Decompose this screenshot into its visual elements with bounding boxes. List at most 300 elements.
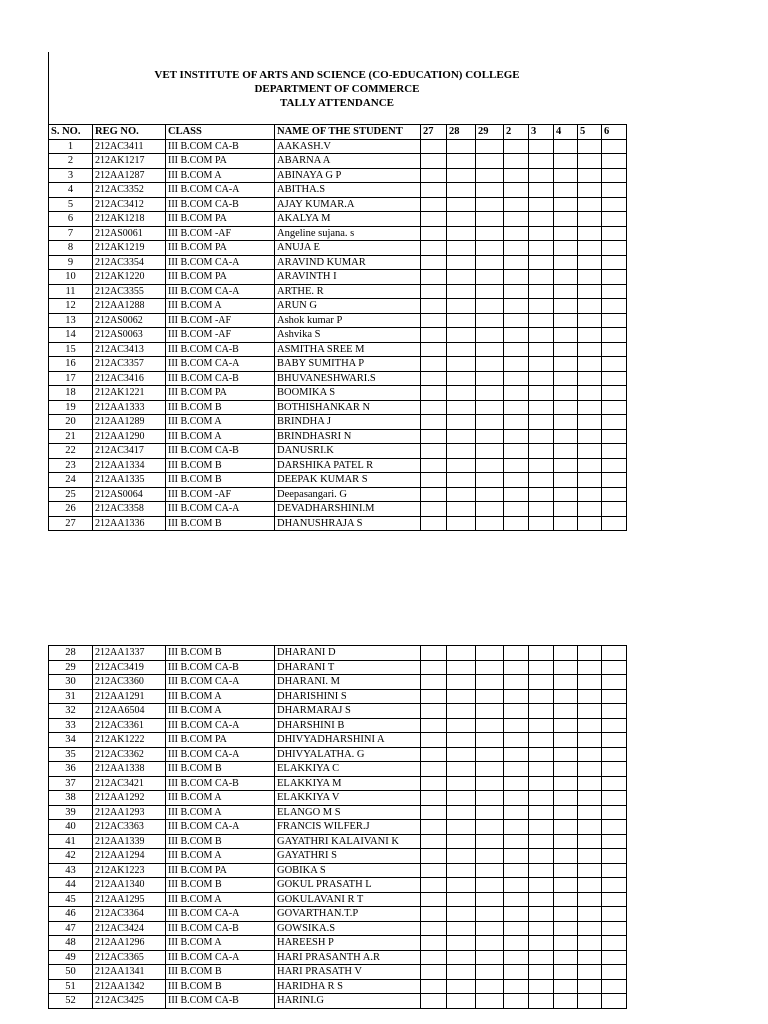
attendance-cell[interactable]: [476, 255, 504, 270]
attendance-cell[interactable]: [421, 444, 447, 459]
attendance-cell[interactable]: [476, 473, 504, 488]
attendance-cell[interactable]: [554, 747, 578, 762]
attendance-cell[interactable]: [578, 270, 602, 285]
attendance-cell[interactable]: [504, 878, 529, 893]
attendance-cell[interactable]: [421, 762, 447, 777]
attendance-cell[interactable]: [578, 747, 602, 762]
attendance-cell[interactable]: [476, 965, 504, 980]
attendance-cell[interactable]: [602, 805, 627, 820]
attendance-cell[interactable]: [602, 834, 627, 849]
attendance-cell[interactable]: [504, 834, 529, 849]
attendance-cell[interactable]: [421, 965, 447, 980]
attendance-cell[interactable]: [602, 197, 627, 212]
attendance-cell[interactable]: [529, 921, 554, 936]
attendance-cell[interactable]: [578, 284, 602, 299]
attendance-cell[interactable]: [447, 371, 476, 386]
attendance-cell[interactable]: [476, 458, 504, 473]
attendance-cell[interactable]: [602, 241, 627, 256]
attendance-cell[interactable]: [476, 313, 504, 328]
attendance-cell[interactable]: [602, 950, 627, 965]
attendance-cell[interactable]: [554, 212, 578, 227]
attendance-cell[interactable]: [578, 863, 602, 878]
attendance-cell[interactable]: [554, 197, 578, 212]
attendance-cell[interactable]: [578, 487, 602, 502]
attendance-cell[interactable]: [504, 762, 529, 777]
attendance-cell[interactable]: [578, 791, 602, 806]
attendance-cell[interactable]: [602, 718, 627, 733]
attendance-cell[interactable]: [504, 284, 529, 299]
attendance-cell[interactable]: [447, 863, 476, 878]
attendance-cell[interactable]: [504, 473, 529, 488]
attendance-cell[interactable]: [578, 675, 602, 690]
attendance-cell[interactable]: [602, 689, 627, 704]
attendance-cell[interactable]: [476, 776, 504, 791]
attendance-cell[interactable]: [529, 660, 554, 675]
attendance-cell[interactable]: [476, 820, 504, 835]
attendance-cell[interactable]: [421, 950, 447, 965]
attendance-cell[interactable]: [476, 675, 504, 690]
attendance-cell[interactable]: [554, 878, 578, 893]
attendance-cell[interactable]: [529, 342, 554, 357]
attendance-cell[interactable]: [476, 241, 504, 256]
attendance-cell[interactable]: [602, 415, 627, 430]
attendance-cell[interactable]: [504, 415, 529, 430]
attendance-cell[interactable]: [602, 473, 627, 488]
attendance-cell[interactable]: [554, 139, 578, 154]
attendance-cell[interactable]: [578, 646, 602, 661]
attendance-cell[interactable]: [476, 863, 504, 878]
attendance-cell[interactable]: [476, 747, 504, 762]
attendance-cell[interactable]: [476, 936, 504, 951]
attendance-cell[interactable]: [447, 646, 476, 661]
attendance-cell[interactable]: [578, 950, 602, 965]
attendance-cell[interactable]: [421, 429, 447, 444]
attendance-cell[interactable]: [476, 907, 504, 922]
attendance-cell[interactable]: [476, 646, 504, 661]
attendance-cell[interactable]: [447, 718, 476, 733]
attendance-cell[interactable]: [554, 328, 578, 343]
attendance-cell[interactable]: [504, 429, 529, 444]
attendance-cell[interactable]: [476, 660, 504, 675]
attendance-cell[interactable]: [529, 834, 554, 849]
attendance-cell[interactable]: [578, 689, 602, 704]
attendance-cell[interactable]: [602, 675, 627, 690]
attendance-cell[interactable]: [476, 444, 504, 459]
attendance-cell[interactable]: [529, 154, 554, 169]
attendance-cell[interactable]: [447, 212, 476, 227]
attendance-cell[interactable]: [476, 183, 504, 198]
attendance-cell[interactable]: [602, 849, 627, 864]
attendance-cell[interactable]: [578, 878, 602, 893]
attendance-cell[interactable]: [602, 487, 627, 502]
attendance-cell[interactable]: [476, 892, 504, 907]
attendance-cell[interactable]: [529, 805, 554, 820]
attendance-cell[interactable]: [504, 675, 529, 690]
attendance-cell[interactable]: [529, 878, 554, 893]
attendance-cell[interactable]: [421, 994, 447, 1009]
attendance-cell[interactable]: [504, 139, 529, 154]
attendance-cell[interactable]: [476, 704, 504, 719]
attendance-cell[interactable]: [447, 965, 476, 980]
attendance-cell[interactable]: [554, 965, 578, 980]
attendance-cell[interactable]: [602, 458, 627, 473]
attendance-cell[interactable]: [447, 444, 476, 459]
attendance-cell[interactable]: [602, 979, 627, 994]
attendance-cell[interactable]: [504, 183, 529, 198]
attendance-cell[interactable]: [578, 299, 602, 314]
attendance-cell[interactable]: [504, 979, 529, 994]
attendance-cell[interactable]: [476, 429, 504, 444]
attendance-cell[interactable]: [476, 299, 504, 314]
attendance-cell[interactable]: [447, 791, 476, 806]
attendance-cell[interactable]: [554, 357, 578, 372]
attendance-cell[interactable]: [578, 400, 602, 415]
attendance-cell[interactable]: [476, 487, 504, 502]
attendance-cell[interactable]: [447, 154, 476, 169]
attendance-cell[interactable]: [504, 805, 529, 820]
attendance-cell[interactable]: [602, 313, 627, 328]
attendance-cell[interactable]: [447, 921, 476, 936]
attendance-cell[interactable]: [421, 834, 447, 849]
attendance-cell[interactable]: [554, 994, 578, 1009]
attendance-cell[interactable]: [421, 487, 447, 502]
attendance-cell[interactable]: [529, 849, 554, 864]
attendance-cell[interactable]: [421, 168, 447, 183]
attendance-cell[interactable]: [602, 747, 627, 762]
attendance-cell[interactable]: [578, 139, 602, 154]
attendance-cell[interactable]: [447, 284, 476, 299]
attendance-cell[interactable]: [554, 299, 578, 314]
attendance-cell[interactable]: [447, 660, 476, 675]
attendance-cell[interactable]: [504, 168, 529, 183]
attendance-cell[interactable]: [602, 299, 627, 314]
attendance-cell[interactable]: [602, 762, 627, 777]
attendance-cell[interactable]: [447, 502, 476, 517]
attendance-cell[interactable]: [447, 241, 476, 256]
attendance-cell[interactable]: [529, 516, 554, 531]
attendance-cell[interactable]: [602, 328, 627, 343]
attendance-cell[interactable]: [529, 950, 554, 965]
attendance-cell[interactable]: [554, 386, 578, 401]
attendance-cell[interactable]: [421, 907, 447, 922]
attendance-cell[interactable]: [476, 791, 504, 806]
attendance-cell[interactable]: [447, 197, 476, 212]
attendance-cell[interactable]: [504, 270, 529, 285]
attendance-cell[interactable]: [529, 299, 554, 314]
attendance-cell[interactable]: [447, 313, 476, 328]
attendance-cell[interactable]: [578, 328, 602, 343]
attendance-cell[interactable]: [476, 270, 504, 285]
attendance-cell[interactable]: [602, 863, 627, 878]
attendance-cell[interactable]: [476, 718, 504, 733]
attendance-cell[interactable]: [447, 357, 476, 372]
attendance-cell[interactable]: [504, 299, 529, 314]
attendance-cell[interactable]: [529, 183, 554, 198]
attendance-cell[interactable]: [578, 458, 602, 473]
attendance-cell[interactable]: [421, 747, 447, 762]
attendance-cell[interactable]: [476, 950, 504, 965]
attendance-cell[interactable]: [421, 849, 447, 864]
attendance-cell[interactable]: [578, 516, 602, 531]
attendance-cell[interactable]: [447, 747, 476, 762]
attendance-cell[interactable]: [529, 733, 554, 748]
attendance-cell[interactable]: [421, 921, 447, 936]
attendance-cell[interactable]: [504, 342, 529, 357]
attendance-cell[interactable]: [504, 892, 529, 907]
attendance-cell[interactable]: [578, 342, 602, 357]
attendance-cell[interactable]: [504, 371, 529, 386]
attendance-cell[interactable]: [602, 154, 627, 169]
attendance-cell[interactable]: [529, 473, 554, 488]
attendance-cell[interactable]: [554, 183, 578, 198]
attendance-cell[interactable]: [421, 415, 447, 430]
attendance-cell[interactable]: [554, 863, 578, 878]
attendance-cell[interactable]: [447, 270, 476, 285]
attendance-cell[interactable]: [554, 444, 578, 459]
attendance-cell[interactable]: [504, 444, 529, 459]
attendance-cell[interactable]: [421, 776, 447, 791]
attendance-cell[interactable]: [421, 154, 447, 169]
attendance-cell[interactable]: [529, 212, 554, 227]
attendance-cell[interactable]: [504, 704, 529, 719]
attendance-cell[interactable]: [578, 660, 602, 675]
attendance-cell[interactable]: [578, 183, 602, 198]
attendance-cell[interactable]: [504, 328, 529, 343]
attendance-cell[interactable]: [504, 776, 529, 791]
attendance-cell[interactable]: [504, 516, 529, 531]
attendance-cell[interactable]: [529, 444, 554, 459]
attendance-cell[interactable]: [447, 342, 476, 357]
attendance-cell[interactable]: [476, 226, 504, 241]
attendance-cell[interactable]: [476, 415, 504, 430]
attendance-cell[interactable]: [421, 371, 447, 386]
attendance-cell[interactable]: [504, 502, 529, 517]
attendance-cell[interactable]: [476, 762, 504, 777]
attendance-cell[interactable]: [529, 704, 554, 719]
attendance-cell[interactable]: [529, 371, 554, 386]
attendance-cell[interactable]: [578, 154, 602, 169]
attendance-cell[interactable]: [554, 487, 578, 502]
attendance-cell[interactable]: [421, 241, 447, 256]
attendance-cell[interactable]: [476, 371, 504, 386]
attendance-cell[interactable]: [554, 502, 578, 517]
attendance-cell[interactable]: [476, 284, 504, 299]
attendance-cell[interactable]: [504, 386, 529, 401]
attendance-cell[interactable]: [421, 400, 447, 415]
attendance-cell[interactable]: [554, 516, 578, 531]
attendance-cell[interactable]: [578, 429, 602, 444]
attendance-cell[interactable]: [554, 704, 578, 719]
attendance-cell[interactable]: [554, 154, 578, 169]
attendance-cell[interactable]: [554, 805, 578, 820]
attendance-cell[interactable]: [602, 183, 627, 198]
attendance-cell[interactable]: [602, 921, 627, 936]
attendance-cell[interactable]: [421, 979, 447, 994]
attendance-cell[interactable]: [447, 299, 476, 314]
attendance-cell[interactable]: [529, 415, 554, 430]
attendance-cell[interactable]: [447, 776, 476, 791]
attendance-cell[interactable]: [447, 849, 476, 864]
attendance-cell[interactable]: [447, 950, 476, 965]
attendance-cell[interactable]: [578, 473, 602, 488]
attendance-cell[interactable]: [447, 473, 476, 488]
attendance-cell[interactable]: [476, 328, 504, 343]
attendance-cell[interactable]: [476, 139, 504, 154]
attendance-cell[interactable]: [504, 747, 529, 762]
attendance-cell[interactable]: [602, 400, 627, 415]
attendance-cell[interactable]: [421, 820, 447, 835]
attendance-cell[interactable]: [476, 805, 504, 820]
attendance-cell[interactable]: [504, 226, 529, 241]
attendance-cell[interactable]: [602, 776, 627, 791]
attendance-cell[interactable]: [476, 689, 504, 704]
attendance-cell[interactable]: [602, 660, 627, 675]
attendance-cell[interactable]: [529, 255, 554, 270]
attendance-cell[interactable]: [602, 284, 627, 299]
attendance-cell[interactable]: [529, 791, 554, 806]
attendance-cell[interactable]: [421, 675, 447, 690]
attendance-cell[interactable]: [554, 473, 578, 488]
attendance-cell[interactable]: [447, 328, 476, 343]
attendance-cell[interactable]: [554, 400, 578, 415]
attendance-cell[interactable]: [421, 936, 447, 951]
attendance-cell[interactable]: [578, 168, 602, 183]
attendance-cell[interactable]: [529, 487, 554, 502]
attendance-cell[interactable]: [447, 820, 476, 835]
attendance-cell[interactable]: [578, 386, 602, 401]
attendance-cell[interactable]: [602, 502, 627, 517]
attendance-cell[interactable]: [554, 226, 578, 241]
attendance-cell[interactable]: [421, 791, 447, 806]
attendance-cell[interactable]: [504, 921, 529, 936]
attendance-cell[interactable]: [554, 458, 578, 473]
attendance-cell[interactable]: [529, 675, 554, 690]
attendance-cell[interactable]: [602, 342, 627, 357]
attendance-cell[interactable]: [476, 516, 504, 531]
attendance-cell[interactable]: [504, 357, 529, 372]
attendance-cell[interactable]: [504, 458, 529, 473]
attendance-cell[interactable]: [602, 139, 627, 154]
attendance-cell[interactable]: [578, 255, 602, 270]
attendance-cell[interactable]: [554, 429, 578, 444]
attendance-cell[interactable]: [529, 400, 554, 415]
attendance-cell[interactable]: [578, 936, 602, 951]
attendance-cell[interactable]: [554, 892, 578, 907]
attendance-cell[interactable]: [476, 212, 504, 227]
attendance-cell[interactable]: [529, 820, 554, 835]
attendance-cell[interactable]: [578, 892, 602, 907]
attendance-cell[interactable]: [602, 371, 627, 386]
attendance-cell[interactable]: [447, 704, 476, 719]
attendance-cell[interactable]: [476, 849, 504, 864]
attendance-cell[interactable]: [529, 747, 554, 762]
attendance-cell[interactable]: [504, 487, 529, 502]
attendance-cell[interactable]: [602, 357, 627, 372]
attendance-cell[interactable]: [447, 168, 476, 183]
attendance-cell[interactable]: [421, 270, 447, 285]
attendance-cell[interactable]: [602, 936, 627, 951]
attendance-cell[interactable]: [421, 212, 447, 227]
attendance-cell[interactable]: [578, 979, 602, 994]
attendance-cell[interactable]: [476, 386, 504, 401]
attendance-cell[interactable]: [421, 226, 447, 241]
attendance-cell[interactable]: [554, 733, 578, 748]
attendance-cell[interactable]: [602, 704, 627, 719]
attendance-cell[interactable]: [602, 892, 627, 907]
attendance-cell[interactable]: [476, 154, 504, 169]
attendance-cell[interactable]: [578, 415, 602, 430]
attendance-cell[interactable]: [554, 762, 578, 777]
attendance-cell[interactable]: [421, 197, 447, 212]
attendance-cell[interactable]: [476, 357, 504, 372]
attendance-cell[interactable]: [421, 284, 447, 299]
attendance-cell[interactable]: [504, 255, 529, 270]
attendance-cell[interactable]: [447, 139, 476, 154]
attendance-cell[interactable]: [421, 342, 447, 357]
attendance-cell[interactable]: [421, 139, 447, 154]
attendance-cell[interactable]: [578, 212, 602, 227]
attendance-cell[interactable]: [447, 255, 476, 270]
attendance-cell[interactable]: [421, 892, 447, 907]
attendance-cell[interactable]: [554, 168, 578, 183]
attendance-cell[interactable]: [476, 197, 504, 212]
attendance-cell[interactable]: [578, 805, 602, 820]
attendance-cell[interactable]: [529, 386, 554, 401]
attendance-cell[interactable]: [554, 907, 578, 922]
attendance-cell[interactable]: [554, 342, 578, 357]
attendance-cell[interactable]: [602, 907, 627, 922]
attendance-cell[interactable]: [504, 718, 529, 733]
attendance-cell[interactable]: [554, 646, 578, 661]
attendance-cell[interactable]: [447, 805, 476, 820]
attendance-cell[interactable]: [529, 776, 554, 791]
attendance-cell[interactable]: [529, 284, 554, 299]
attendance-cell[interactable]: [554, 371, 578, 386]
attendance-cell[interactable]: [578, 357, 602, 372]
attendance-cell[interactable]: [421, 299, 447, 314]
attendance-cell[interactable]: [602, 994, 627, 1009]
attendance-cell[interactable]: [602, 212, 627, 227]
attendance-cell[interactable]: [602, 733, 627, 748]
attendance-cell[interactable]: [447, 762, 476, 777]
attendance-cell[interactable]: [421, 386, 447, 401]
attendance-cell[interactable]: [554, 689, 578, 704]
attendance-cell[interactable]: [447, 458, 476, 473]
attendance-cell[interactable]: [447, 415, 476, 430]
attendance-cell[interactable]: [476, 400, 504, 415]
attendance-cell[interactable]: [529, 936, 554, 951]
attendance-cell[interactable]: [421, 516, 447, 531]
attendance-cell[interactable]: [602, 255, 627, 270]
attendance-cell[interactable]: [421, 458, 447, 473]
attendance-cell[interactable]: [476, 834, 504, 849]
attendance-cell[interactable]: [504, 820, 529, 835]
attendance-cell[interactable]: [529, 762, 554, 777]
attendance-cell[interactable]: [554, 284, 578, 299]
attendance-cell[interactable]: [504, 791, 529, 806]
attendance-cell[interactable]: [529, 270, 554, 285]
attendance-cell[interactable]: [554, 979, 578, 994]
attendance-cell[interactable]: [578, 994, 602, 1009]
attendance-cell[interactable]: [578, 444, 602, 459]
attendance-cell[interactable]: [447, 183, 476, 198]
attendance-cell[interactable]: [421, 183, 447, 198]
attendance-cell[interactable]: [578, 733, 602, 748]
attendance-cell[interactable]: [476, 502, 504, 517]
attendance-cell[interactable]: [504, 950, 529, 965]
attendance-cell[interactable]: [476, 921, 504, 936]
attendance-cell[interactable]: [504, 212, 529, 227]
